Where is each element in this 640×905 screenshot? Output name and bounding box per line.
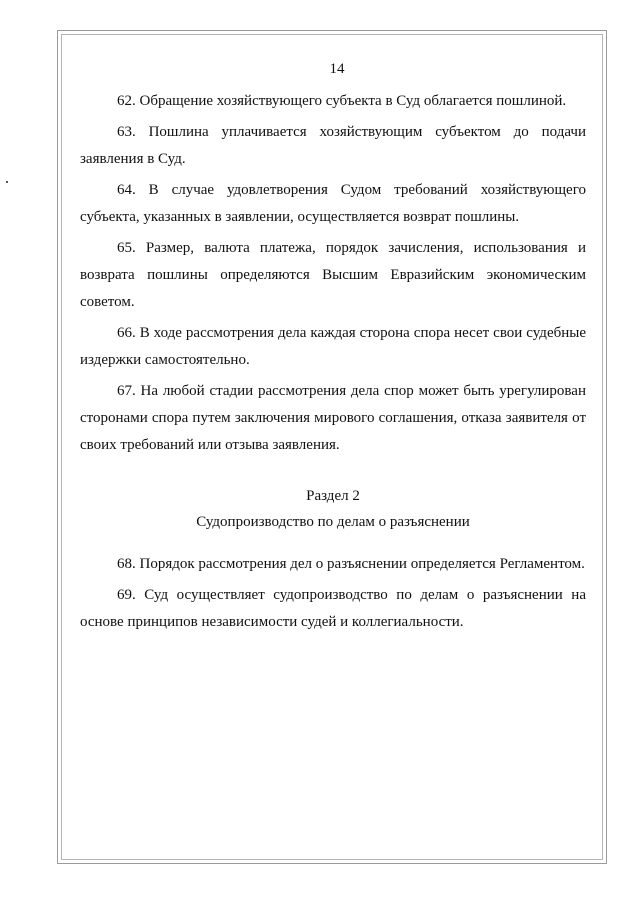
section-label: Раздел 2	[306, 488, 360, 504]
section-title: Судопроизводство по делам о разъяснении	[196, 514, 470, 530]
section-heading	[80, 483, 586, 535]
paragraph-64: 64. В случае удовлетворения Судом требований хозяйствующего субъекта, указанных в заявлении, осуществляется возврат пошлины.	[80, 182, 586, 225]
paragraph-63: 63. Пошлина уплачивается хозяйствующим субъектом до подачи заявления в Суд.	[80, 124, 586, 167]
paragraph-66: 66. В ходе рассмотрения дела каждая сторона спора несет свои судебные издержки самостоятельно.	[80, 325, 586, 368]
page-number: 14	[329, 61, 345, 77]
paragraph-67: 67. На любой стадии рассмотрения дела спор может быть урегулирован сторонами спора путем заключения мирового соглашения, отказа заявителя от своих требований или отзыва заявления.	[80, 383, 586, 453]
scan-speck	[6, 181, 8, 183]
document-body	[80, 56, 586, 640]
paragraph-68: 68. Порядок рассмотрения дел о разъяснении определяется Регламентом.	[117, 556, 585, 572]
paragraph-62: 62. Обращение хозяйствующего субъекта в Суд облагается пошлиной.	[117, 93, 567, 109]
paragraph-65: 65. Размер, валюта платежа, порядок зачисления, использования и возврата пошлины определяются Высшим Евразийским экономическим советом.	[80, 240, 586, 310]
paragraph-69: 69. Суд осуществляет судопроизводство по делам о разъяснении на основе принципов независимости судей и коллегиальности.	[80, 587, 586, 630]
